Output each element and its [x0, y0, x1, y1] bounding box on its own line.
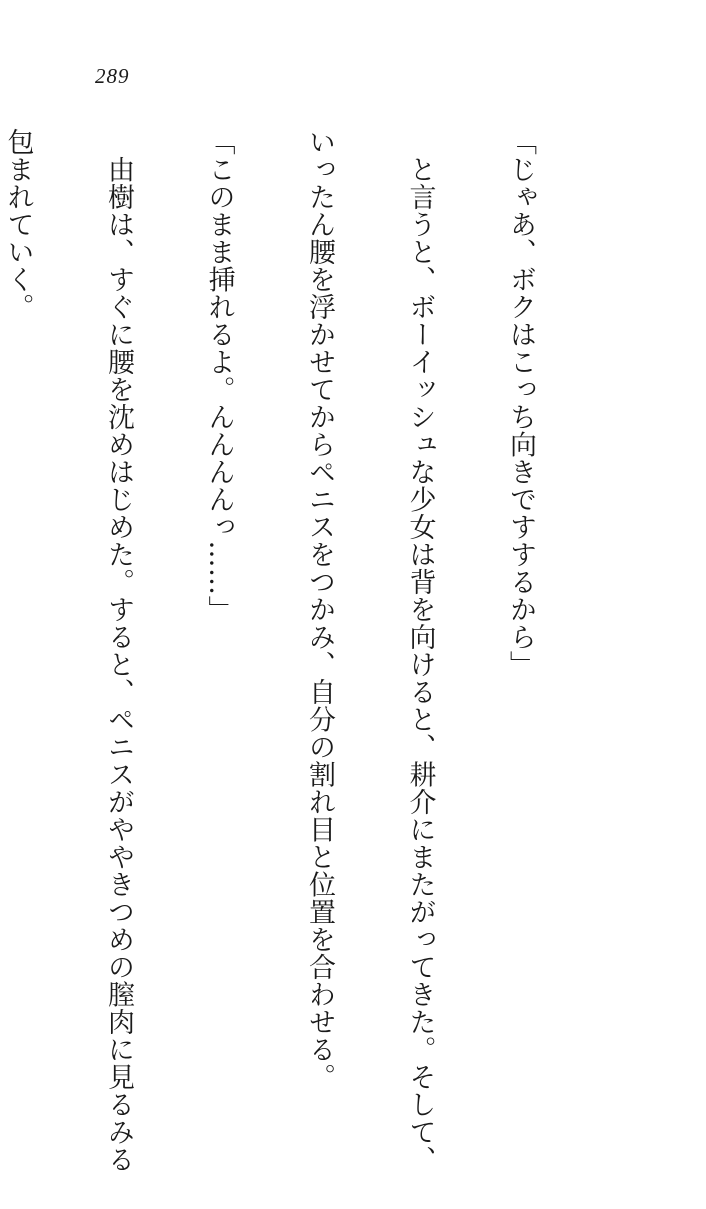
text-line: 由樹は、すぐに腰を沈めはじめた。すると、ペニスがややきつめの膣肉に見るみる: [103, 128, 134, 1173]
text-line: 「じゃあ、ボクはこっち向きですするから」: [505, 128, 536, 678]
page-number: 289: [95, 64, 130, 88]
text-line: 包まれていく。: [2, 128, 34, 321]
text-line: いったん腰を浮かせてからペニスをつかみ、自分の割れ目と位置を合わせる。: [304, 128, 335, 1091]
body-text: [0, 128, 604, 1173]
text-line: と言うと、ボーイッシュな少女は背を向けると、耕介にまたがってきた。そして、: [404, 128, 436, 1173]
text-line: 「このまま挿れるよ。んんんんっ……」: [203, 128, 235, 623]
